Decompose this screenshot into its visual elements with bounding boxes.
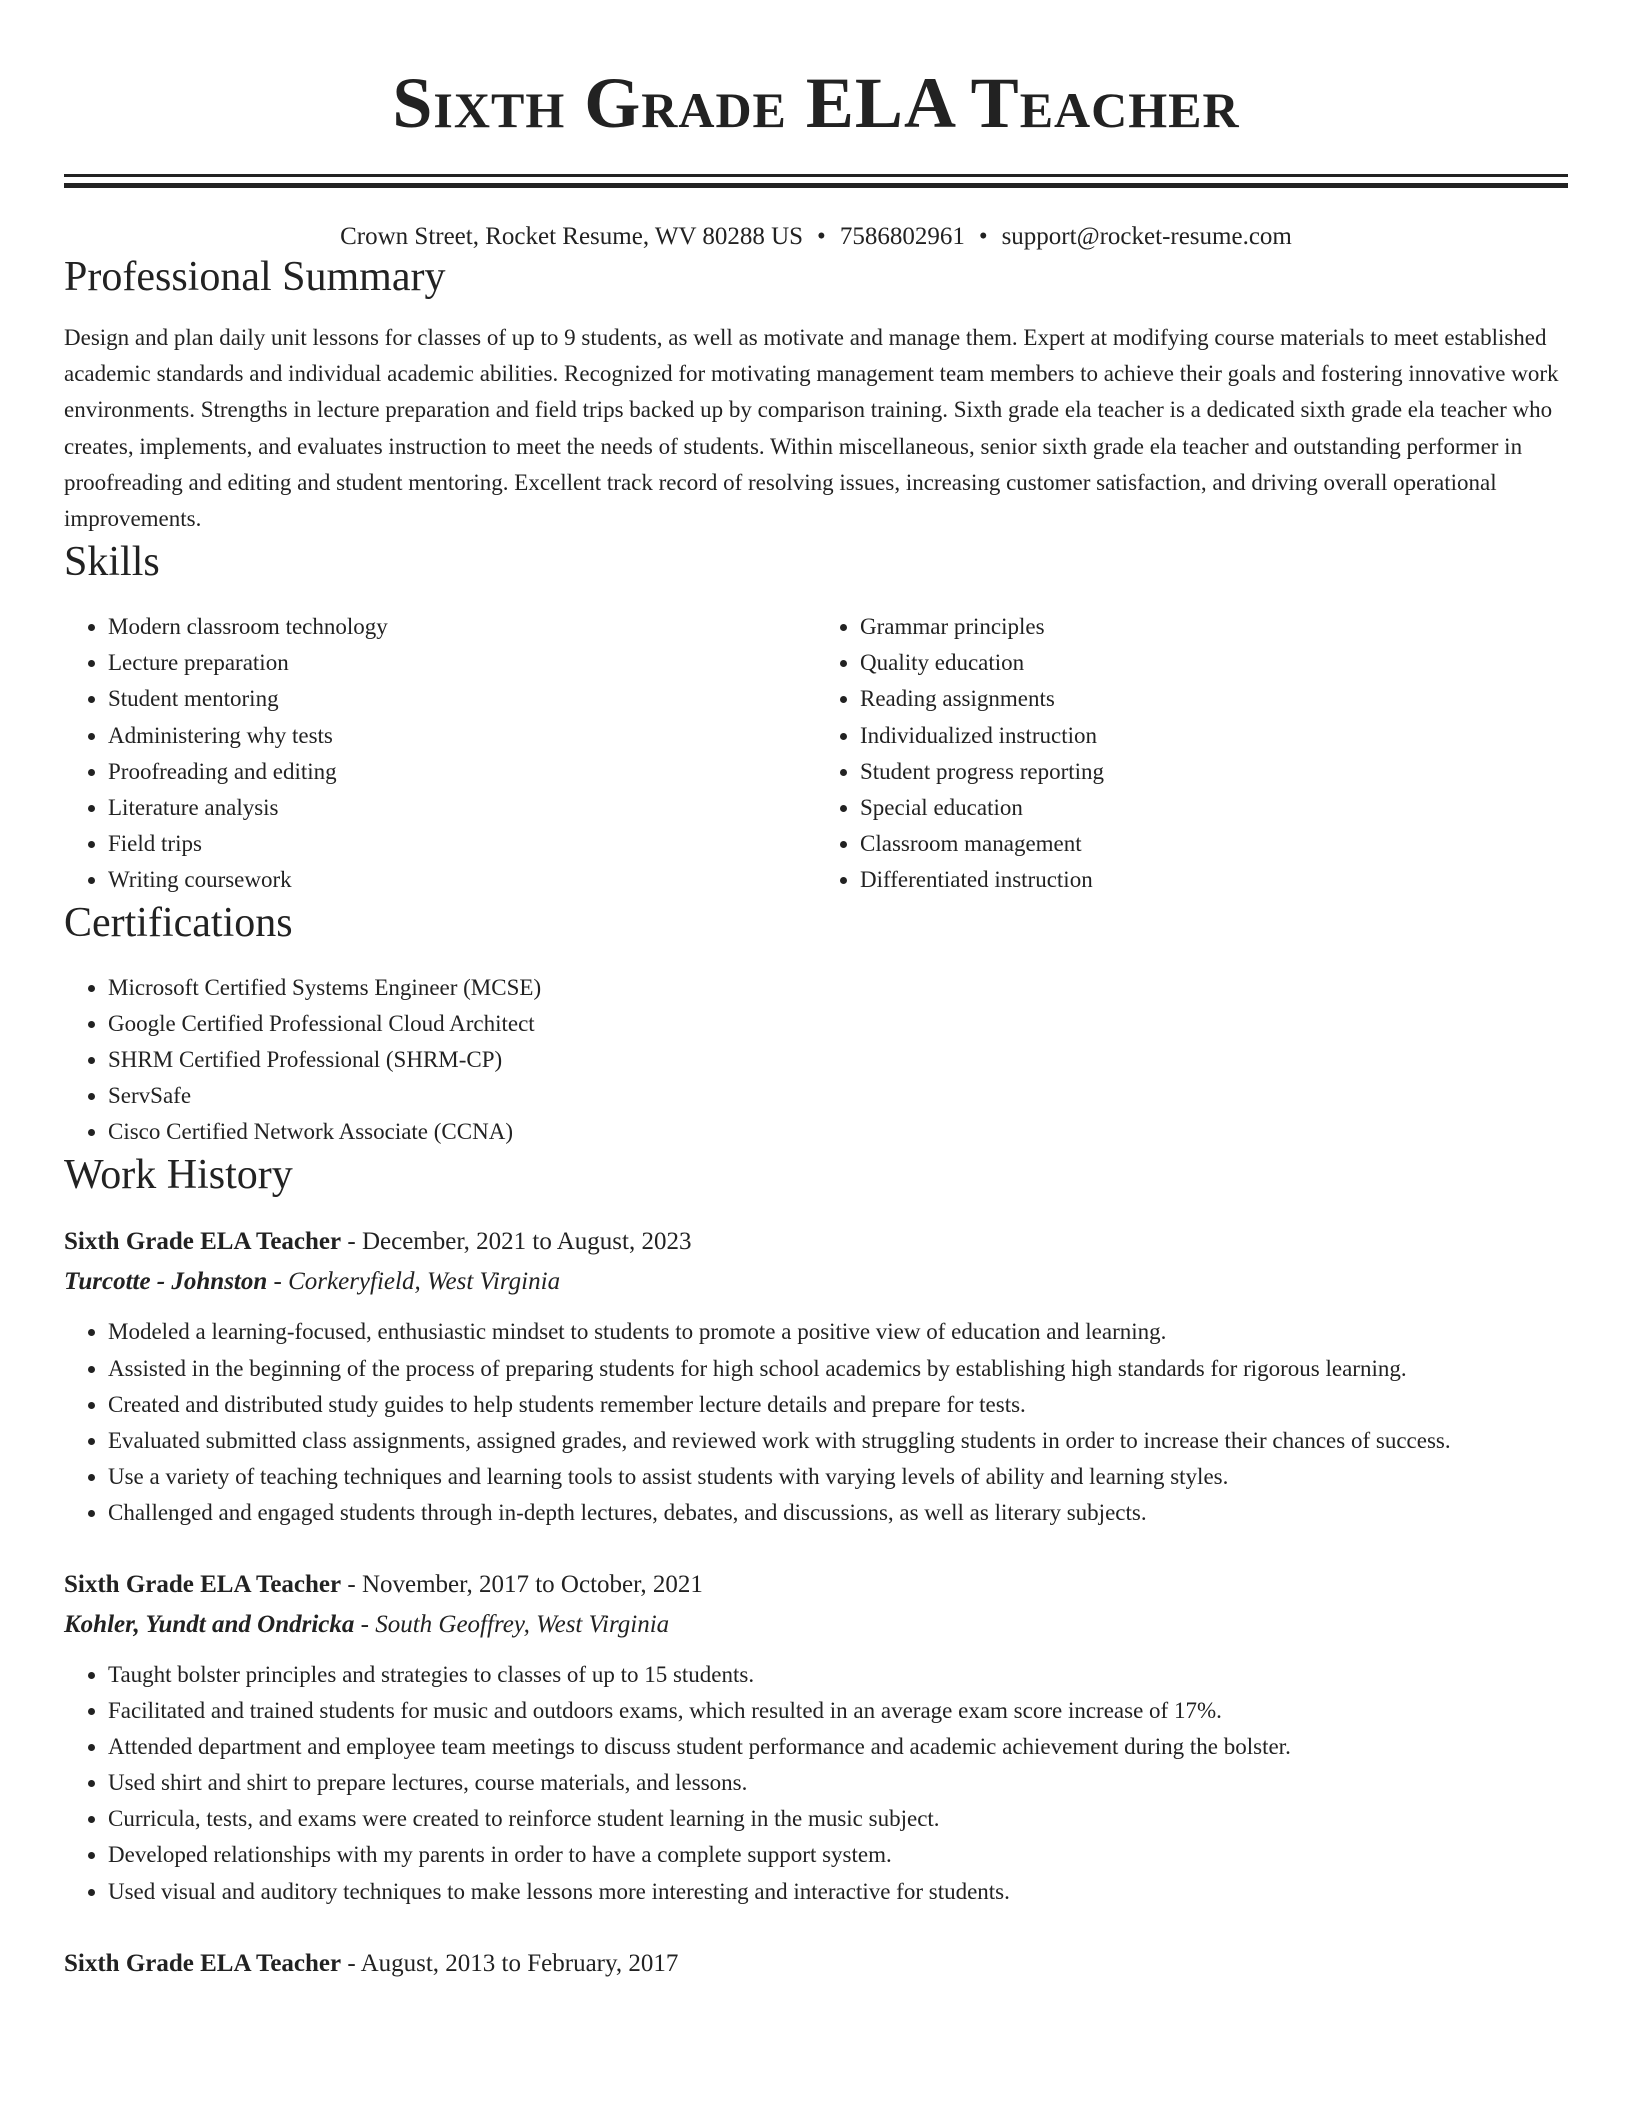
job-location: - South Geoffrey, West Virginia (354, 1611, 670, 1638)
certifications-heading: Certifications (64, 899, 293, 946)
job-entry (64, 1565, 1568, 1910)
job-bullet: • Taught bolster principles and strategies to classes of up to 15 students. (108, 1657, 1568, 1693)
job-entry (64, 1944, 1568, 1984)
job-location: - Corkeryfield, West Virginia (267, 1268, 561, 1296)
skill-item: • Classroom management (860, 826, 1568, 862)
job-bullet: • Curricula, tests, and exams were created to reinforce student learning in the music subject. (108, 1801, 1568, 1837)
job-entry (64, 1222, 1568, 1531)
skill-item: • Writing coursework (108, 862, 816, 898)
job-employer (64, 1605, 1568, 1645)
job-bullet: • Used shirt and shirt to prepare lectures, course materials, and lessons. (108, 1765, 1568, 1801)
skill-item: • Special education (860, 790, 1568, 826)
summary-text: Design and plan daily unit lessons for classes of up to 9 students, as well as motivate and manage them. Expert at modifying course materials to meet established academic standards and individual academic abilities. Recognized for motivating management team members to achieve their goals and fostering innovative work environments. Strengths in lecture preparation and field trips backed up by comparison training. Sixth grade ela teacher is a dedicated sixth grade ela teacher who creates, implements, and evaluates instruction to meet the needs of students. Within miscellaneous, senior sixth grade ela teacher and outstanding performer in proofreading and editing and student mentoring. Excellent track record of resolving issues, increasing customer satisfaction, and driving overall operational improvements. (64, 325, 1559, 532)
skill-item: • Differentiated instruction (860, 862, 1568, 898)
job-role: Sixth Grade ELA Teacher (64, 1949, 342, 1977)
skill-item: • Administering why tests (108, 718, 816, 754)
skill-item: • Literature analysis (108, 790, 816, 826)
job-header (64, 1565, 1568, 1605)
page-title: Sixth Grade ELA Teacher (392, 63, 1240, 143)
contact-separator: • (978, 223, 988, 250)
contact-separator: • (817, 223, 826, 250)
job-bullet: • Used visual and auditory techniques to make lessons more interesting and interactive for students. (108, 1874, 1568, 1910)
skills-heading: Skills (64, 539, 160, 586)
job-bullets (64, 1657, 1568, 1910)
job-employer (64, 1262, 1568, 1302)
skills-columns (64, 609, 1568, 898)
job-bullet: • Facilitated and trained students for music and outdoors exams, which resulted in an average exam score increase of 17%. (108, 1693, 1568, 1729)
work-history-heading: Work History (64, 1152, 293, 1199)
job-bullet: • Assisted in the beginning of the process of preparing students for high school academics by establishing high standards for rigorous learning. (108, 1351, 1568, 1387)
job-company: Turcotte - Johnston (64, 1268, 268, 1296)
skill-item: • Grammar principles (860, 609, 1568, 645)
job-header (64, 1944, 1568, 1984)
job-company: Kohler, Yundt and Ondricka (64, 1611, 355, 1638)
certification-item: • ServSafe (108, 1078, 1568, 1114)
contact-address: Crown Street, Rocket Resume, WV 80288 US (340, 223, 804, 250)
contact-phone: 7586802961 (839, 223, 965, 250)
job-dates: - August, 2013 to February, 2017 (341, 1949, 679, 1977)
contact-line (64, 222, 1568, 252)
job-bullet: • Attended department and employee team meetings to discuss student performance and academic achievement during the bolster. (108, 1729, 1568, 1765)
job-dates: - December, 2021 to August, 2023 (341, 1228, 692, 1256)
certification-item: • Microsoft Certified Systems Engineer (MCSE) (108, 970, 1568, 1006)
job-role: Sixth Grade ELA Teacher (64, 1571, 342, 1598)
job-header (64, 1222, 1568, 1262)
skill-item: • Individualized instruction (860, 718, 1568, 754)
job-bullets (64, 1314, 1568, 1531)
skill-item: • Lecture preparation (108, 645, 816, 681)
job-bullet: • Created and distributed study guides to help students remember lecture details and prepare for tests. (108, 1387, 1568, 1423)
job-role: Sixth Grade ELA Teacher (64, 1228, 342, 1256)
contact-email: support@rocket-resume.com (1001, 223, 1292, 250)
job-bullet: • Use a variety of teaching techniques and learning tools to assist students with varying levels of ability and learning styles. (108, 1459, 1568, 1495)
skill-item: • Student mentoring (108, 681, 816, 717)
skill-item: • Quality education (860, 645, 1568, 681)
skills-list-right (816, 609, 1568, 898)
skill-item: • Modern classroom technology (108, 609, 816, 645)
job-bullet: • Modeled a learning-focused, enthusiastic mindset to students to promote a positive view of education and learning. (108, 1314, 1568, 1350)
certification-item: • SHRM Certified Professional (SHRM-CP) (108, 1042, 1568, 1078)
certification-item: • Cisco Certified Network Associate (CCNA) (108, 1114, 1568, 1150)
skills-list-left (64, 609, 816, 898)
resume-page (64, 0, 1568, 1984)
title-rule-thin (64, 174, 1568, 177)
skill-item: • Field trips (108, 826, 816, 862)
skill-item: • Student progress reporting (860, 754, 1568, 790)
job-bullet: • Evaluated submitted class assignments, assigned grades, and reviewed work with struggling students in order to increase their chances of success. (108, 1423, 1568, 1459)
skill-item: • Proofreading and editing (108, 754, 816, 790)
title-rule-thick (64, 183, 1568, 188)
skill-item: • Reading assignments (860, 681, 1568, 717)
certifications-list (64, 970, 1568, 1150)
job-bullet: • Developed relationships with my parents in order to have a complete support system. (108, 1837, 1568, 1873)
job-dates: - November, 2017 to October, 2021 (341, 1571, 703, 1598)
certification-item: • Google Certified Professional Cloud Architect (108, 1006, 1568, 1042)
summary-heading: Professional Summary (64, 254, 446, 300)
job-bullet: • Challenged and engaged students through in-depth lectures, debates, and discussions, as well as literary subjects. (108, 1495, 1568, 1531)
